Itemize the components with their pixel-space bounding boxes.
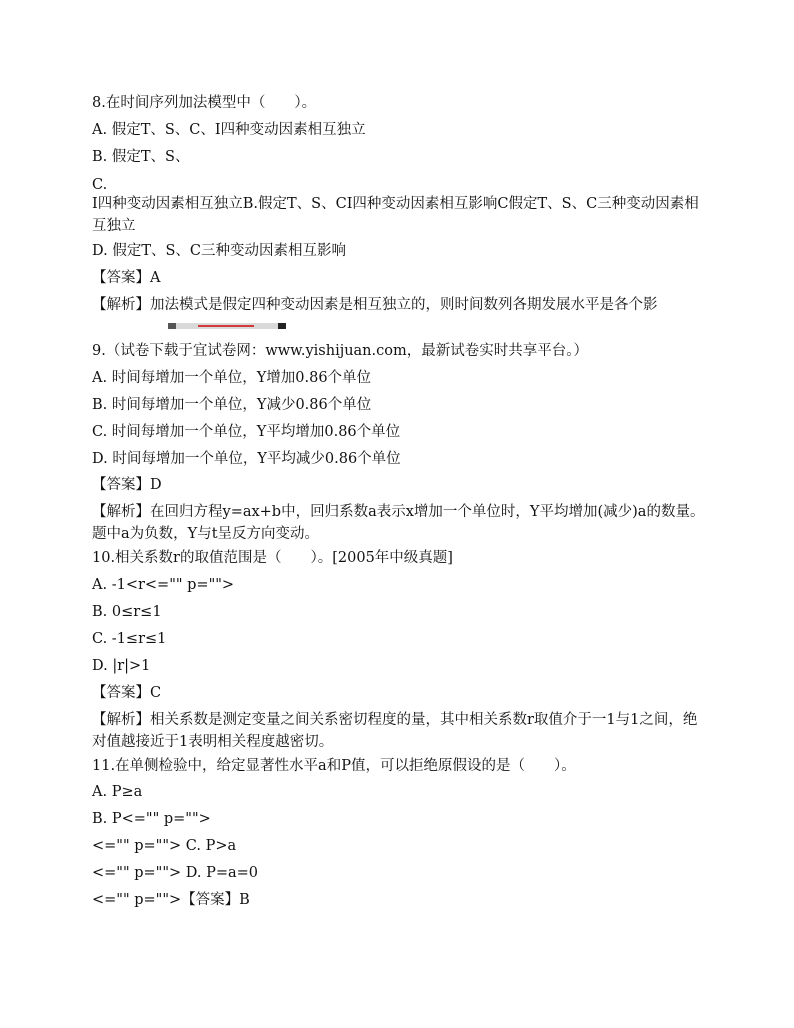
- q10-option-c: C. -1≤r≤1: [92, 631, 167, 647]
- q11-answer: <="" p="">【答案】B: [92, 892, 250, 908]
- q11-option-a: A. P≥a: [92, 784, 143, 800]
- q8-option-d: D. 假定T、S、C三种变动因素相互影响: [92, 243, 347, 259]
- q8-stem: 8.在时间序列加法模型中（ ）。: [92, 95, 317, 111]
- q10-analysis: 【解析】相关系数是测定变量之间关系密切程度的量，其中相关系数r取值介于一1与1之间，绝对值越接近于1表明相关程度越密切。: [92, 712, 698, 750]
- q9-analysis: 【解析】在回归方程y=ax+b中，回归系数a表示x增加一个单位时，Y平均增加(减少)a的数量。题中a为负数，Y与t呈反方向变动。: [92, 504, 705, 542]
- q8-option-a: A. 假定T、S、C、I四种变动因素相互独立: [92, 122, 366, 138]
- q8-analysis: 【解析】加法模式是假定四种变动因素是相互独立的，则时间数列各期发展水平是各个影: [92, 297, 658, 313]
- q8-option-c-label: C.: [92, 177, 108, 193]
- scan-artifact-bar: [168, 323, 286, 329]
- q10-option-a: A. -1<r<="" p="">: [92, 577, 235, 593]
- q9-option-b: B. 时间每增加一个单位，Y减少0.86个单位: [92, 397, 372, 413]
- q8-answer: 【答案】A: [92, 270, 161, 286]
- q10-answer: 【答案】C: [92, 685, 162, 701]
- q9-option-d: D. 时间每增加一个单位，Y平均减少0.86个单位: [92, 451, 401, 467]
- q9-option-c: C. 时间每增加一个单位，Y平均增加0.86个单位: [92, 424, 401, 440]
- q8-option-c-text: I四种变动因素相互独立B.假定T、S、CI四种变动因素相互影响C假定T、S、C三种变动因素相互独立: [92, 196, 699, 234]
- q10-stem: 10.相关系数r的取值范围是（ ）。[2005年中级真题]: [92, 550, 453, 566]
- q11-stem: 11.在单侧检验中，给定显著性水平a和P值，可以拒绝原假设的是（ ）。: [92, 758, 576, 774]
- q11-option-c: <="" p=""> C. P>a: [92, 838, 237, 854]
- q11-option-b: B. P<="" p="">: [92, 811, 211, 827]
- q11-option-d: <="" p=""> D. P=a=0: [92, 865, 259, 881]
- q9-answer: 【答案】D: [92, 477, 162, 493]
- bar-left-cap: [168, 323, 176, 329]
- q10-option-b: B. 0≤r≤1: [92, 604, 162, 620]
- q8-option-b: B. 假定T、S、: [92, 149, 190, 165]
- q10-option-d: D. |r|>1: [92, 658, 151, 674]
- q9-stem: 9.（试卷下载于宜试卷网：www.yishijuan.com，最新试卷实时共享平台。）: [92, 343, 588, 359]
- q9-option-a: A. 时间每增加一个单位，Y增加0.86个单位: [92, 370, 372, 386]
- bar-red-line: [198, 325, 254, 327]
- bar-right-cap: [278, 323, 286, 329]
